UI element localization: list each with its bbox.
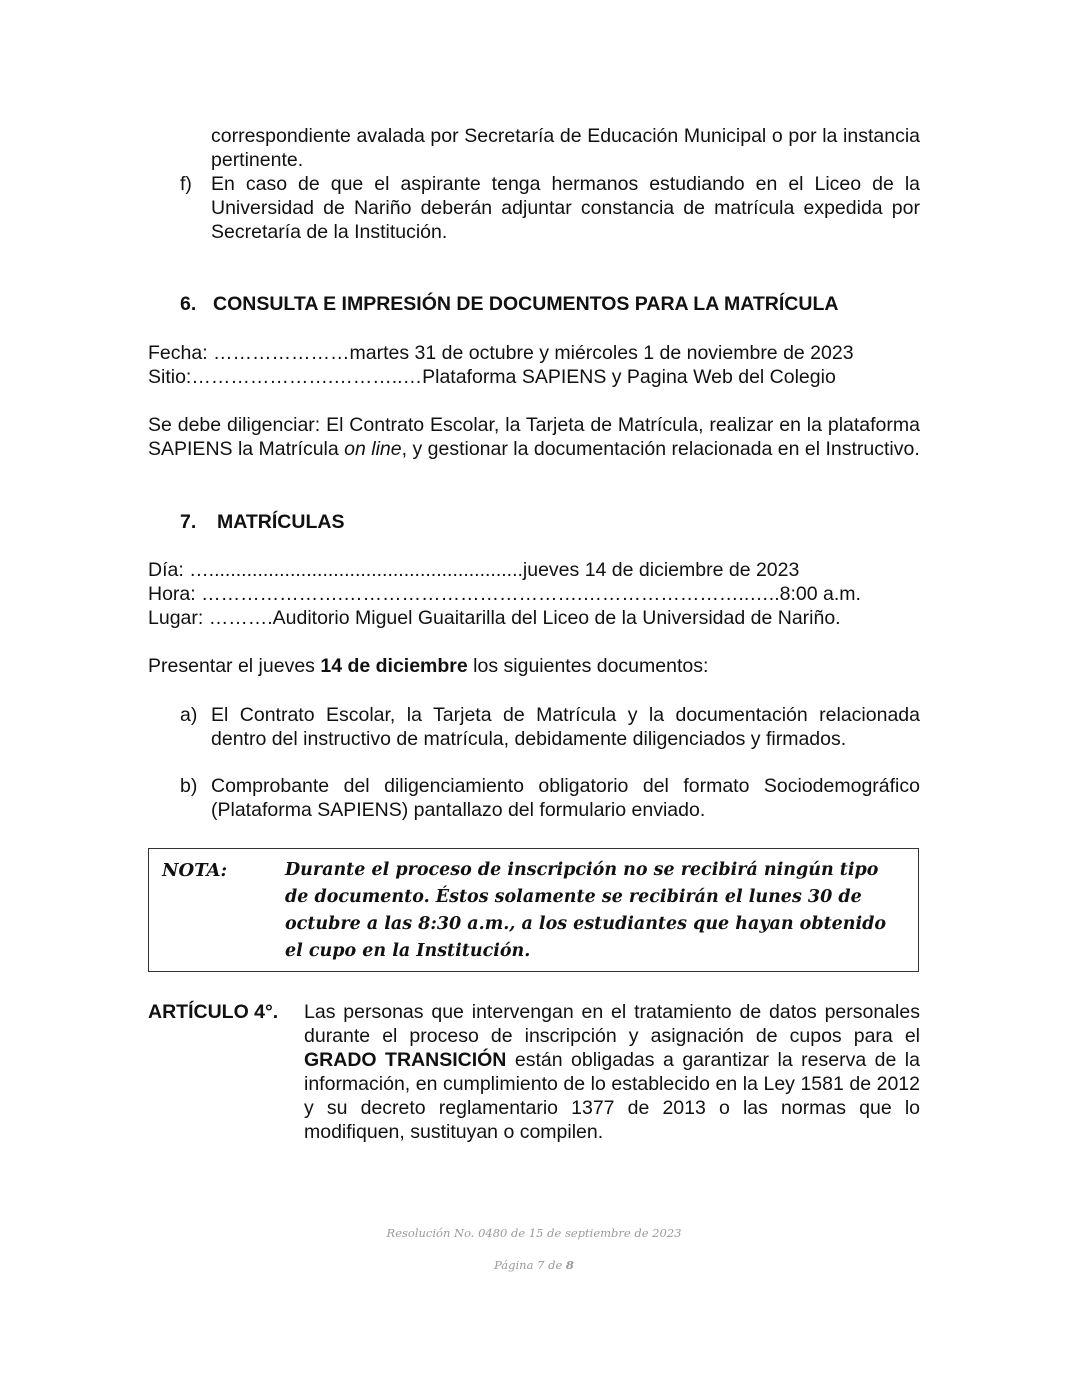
article-4-text (304, 1000, 920, 1144)
footer-resolution: Resolución No. 0480 de 15 de septiembre de 2023 (386, 1226, 682, 1240)
paragraph-italic: on line (344, 438, 402, 460)
section-title: MATRÍCULAS (217, 511, 345, 533)
nota-text: Durante el proceso de inscripción no se recibirá ningún tipo de documento. Éstos solamente se recibirán el lunes 30 de octubre a las 8:30 a.m., a los estudiantes que hayan obtenido el cupo en la Institución. (285, 860, 887, 961)
list-item-b (180, 774, 920, 822)
paragraph-text: Se debe diligenciar: El Contrato Escolar, la Tarjeta de Matrícula, realizar en la plataforma SAPIENS la Matrícula (148, 414, 920, 460)
list-item-text: En caso de que el aspirante tenga hermanos estudiando en el Liceo de la Universidad de Nariño deberán adjuntar constancia de matrícula expedida por Secretaría de la Institución. (211, 173, 920, 243)
article-text: Las personas que intervengan en el tratamiento de datos personales durante el proceso de inscripción y asignación de cupos para el (304, 1001, 920, 1047)
page-prefix: Página (494, 1258, 538, 1272)
presentar-line (148, 654, 708, 678)
nota-box (148, 848, 919, 972)
list-item-a (180, 703, 920, 751)
presentar-text: Presentar el jueves (148, 655, 321, 677)
sitio-line: Sitio:………………….………..…Plataforma SAPIENS y Pagina Web del Colegio (148, 366, 836, 388)
footer-page-number (0, 1253, 1068, 1277)
article-4-label: ARTÍCULO 4°. (148, 1001, 279, 1023)
section-6-paragraph (148, 413, 920, 461)
paragraph-text: , y gestionar la documentación relacionada en el Instructivo. (401, 438, 920, 460)
presentar-date: 14 de diciembre (320, 655, 468, 677)
lugar-line: Lugar: ……….Auditorio Miguel Guaitarilla del Liceo de la Universidad de Nariño. (148, 607, 841, 629)
page-of: de (544, 1258, 566, 1272)
list-item-f (180, 172, 920, 244)
list-marker: a) (180, 704, 198, 726)
section-7-heading (180, 510, 344, 534)
nota-label: NOTA: (162, 860, 228, 881)
section-number: 6. (180, 293, 197, 315)
page-current: 7 (537, 1258, 545, 1272)
page-total: 8 (565, 1258, 574, 1272)
hora-line: Hora: ………………….……………………………….……………………..…..8:00 a.m. (148, 583, 861, 605)
section-number: 7. (180, 511, 197, 533)
dia-line: Día: …..........................................................jueves 14 de diciembre de 2023 (148, 559, 800, 581)
section-title: CONSULTA E IMPRESIÓN DE DOCUMENTOS PARA LA MATRÍCULA (213, 293, 839, 315)
fecha-line: Fecha: …………………martes 31 de octubre y miércoles 1 de noviembre de 2023 (148, 342, 854, 364)
list-marker: f) (180, 173, 192, 195)
presentar-text: los siguientes documentos: (467, 655, 709, 677)
article-text: están obligadas a garantizar la reserva de la información, en cumplimiento de lo establecido en la Ley 1581 de 2012 y su decreto reglamentario 1377 de 2013 o las normas que lo modifiquen, sustituyan o compilen. (304, 1049, 920, 1143)
section-6-heading (180, 292, 838, 316)
article-bold-text: GRADO TRANSICIÓN (304, 1049, 507, 1071)
list-item-text: Comprobante del diligenciamiento obligatorio del formato Sociodemográfico (Plataforma SAPIENS) pantallazo del formulario enviado. (211, 775, 920, 821)
list-item-e-continuation: correspondiente avalada por Secretaría de Educación Municipal o por la instancia pertinente. (211, 125, 920, 171)
list-item-text: El Contrato Escolar, la Tarjeta de Matrícula y la documentación relacionada dentro del instructivo de matrícula, debidamente diligenciados y firmados. (211, 704, 920, 750)
list-marker: b) (180, 775, 198, 797)
